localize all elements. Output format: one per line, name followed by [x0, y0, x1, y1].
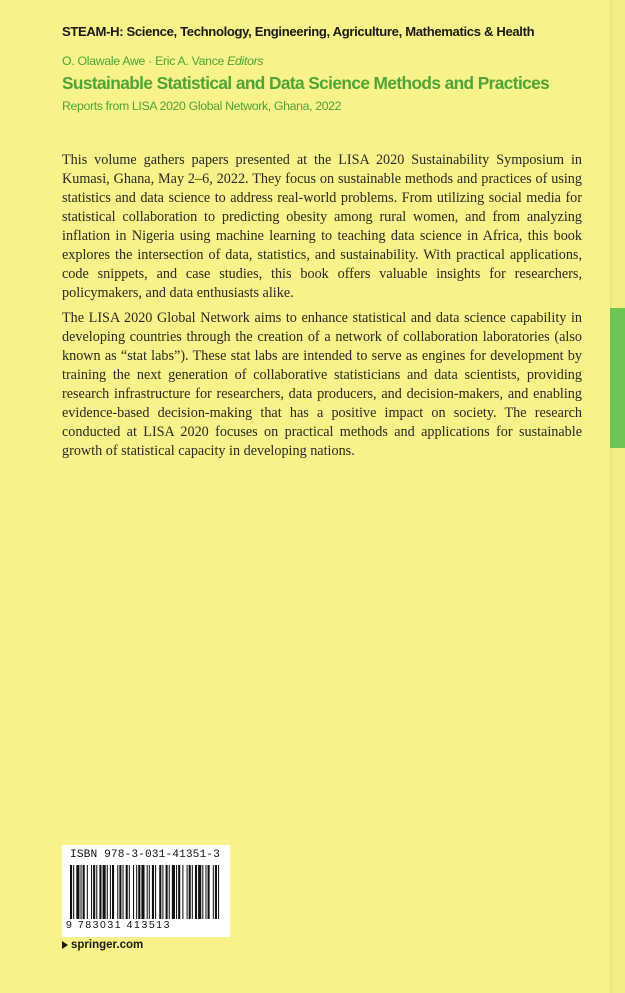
- publisher-link[interactable]: [62, 939, 143, 951]
- isbn-barcode: [62, 845, 230, 937]
- series-title: STEAM-H: Science, Technology, Engineering, Agriculture, Mathematics & Health: [62, 24, 535, 39]
- book-title: Sustainable Statistical and Data Science Methods and Practices: [62, 73, 550, 93]
- spine-green-stripe: [610, 308, 625, 448]
- book-subtitle: Reports from LISA 2020 Global Network, Ghana, 2022: [62, 99, 342, 113]
- publisher-url: springer.com: [71, 939, 144, 951]
- isbn-text: ISBN 978-3-031-41351-3: [70, 849, 220, 861]
- arrow-right-icon: [62, 941, 68, 949]
- editor-names: O. Olawale Awe · Eric A. Vance: [62, 54, 225, 68]
- barcode-bars: [70, 865, 222, 919]
- editors-line: [62, 54, 263, 68]
- description-paragraph-2: The LISA 2020 Global Network aims to enhance statistical and data science capability in developing countries through the creation of a network of collaboration laboratories (also known as “stat labs”). These stat labs are intended to serve as engines for development by training the next generation of collaborative statisticians and data scientists, providing research infrastructure for researchers, data producers, and decision-makers, and enabling evidence-based decision-making that has a positive impact on society. The research conducted at LISA 2020 focuses on practical methods and applications for sustainable growth of statistical capacity in developing nations.: [62, 310, 582, 459]
- editors-role: Editors: [227, 54, 264, 68]
- ean-digits: 9 783031 413513: [66, 919, 171, 931]
- description-paragraph-1: This volume gathers papers presented at the LISA 2020 Sustainability Symposium in Kumasi, Ghana, May 2–6, 2022. They focus on sustainable methods and practices of using statistics and data science to address real-world problems. From utilizing social media for statistical collaboration to predicting obesity among rural women, and from analyzing inflation in Nigeria using machine learning to teaching data science in Africa, this book explores the intersection of data, statistics, and sustainability. With practical applications, code snippets, and case studies, this book offers valuable insights for researchers, policymakers, and data enthusiasts alike.: [62, 152, 582, 301]
- spine-edge: [610, 0, 625, 993]
